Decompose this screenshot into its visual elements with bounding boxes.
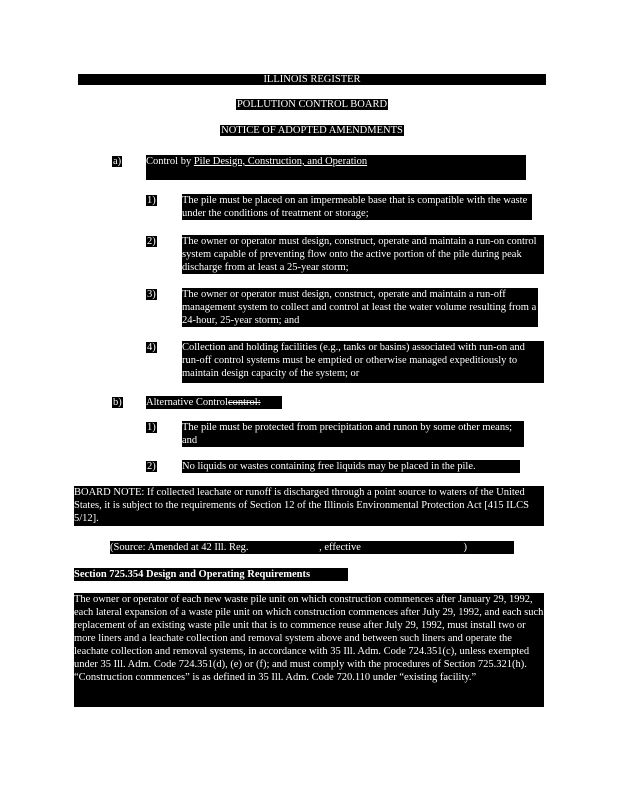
section-heading: Section 725.354 Design and Operating Requirements [74, 568, 348, 581]
notice-title-line [78, 125, 546, 136]
a-item-4-text: Collection and holding facilities (e.g., tanks or basins) associated with run-on and run-off control systems must be emptied or otherwise managed expeditiously to maintain design capacity of the system; or [182, 341, 544, 383]
b-item-2-text: No liquids or wastes containing free liquids may be placed in the pile. [182, 460, 520, 473]
b-item-1-num: 1) [147, 422, 156, 433]
notice-title: NOTICE OF ADOPTED AMENDMENTS [221, 125, 403, 136]
register-header [78, 74, 546, 85]
b-item-1-text: The pile must be protected from precipitation and runon by some other means; and [182, 421, 524, 447]
a-item-2-text: The owner or operator must design, construct, operate and maintain a run-on control system capable of preventing flow onto the active portion of the pile during peak discharge from at least a 25-year storm; [182, 235, 544, 274]
a-item-2-num: 2) [147, 236, 156, 247]
a-item-3-num: 3) [147, 289, 156, 300]
a-item-4-num: 4) [147, 342, 156, 353]
redacted-issue [251, 543, 319, 553]
a-item-3-text: The owner or operator must design, construct, operate and maintain a run-off management system to collect and control at least the water volume resulting from a 24-hour, 25-year storm; and [182, 289, 537, 326]
section-b-label: b) [113, 397, 122, 408]
board-note: BOARD NOTE: If collected leachate or runoff is discharged through a point source to waters of the United States, it is subject to the requirements of Section 12 of the Illinois Environmental Protection Act [415 ILCS 5/12]. [74, 486, 544, 526]
redacted-date [364, 543, 464, 553]
a-item-1-text: The pile must be placed on an impermeable base that is compatible with the waste under the conditions of treatment or storage; [182, 194, 532, 220]
section-b-title: Alternative Controlcontrol: [146, 396, 282, 409]
board-title: POLLUTION CONTROL BOARD [236, 99, 388, 110]
section-a-title: Control by Pile Design, Construction, and Operation [146, 155, 526, 180]
board-title-line [78, 99, 546, 110]
section-a-label: a) [113, 156, 122, 167]
section-body: The owner or operator of each new waste pile unit on which construction commences after January 29, 1992, each lateral expansion of a waste pile unit on which construction commences after July 29, 1992, and each such replacement of an existing waste pile unit that is to commence reuse after July 29, 1992, must install two or more liners and a leachate collection and removal system above and between such liners and operate the leachate collection and removal systems, in accordance with 35 Ill. Adm. Code 724.351(c), unless exempted under 35 Ill. Adm. Code 724.351(d), (e) or (f); and must comply with the procedures of Section 725.321(h). “Construction commences” is as defined in 35 Ill. Adm. Code 720.110 under “existing facility.” [74, 593, 544, 707]
a-item-1-num: 1) [147, 195, 156, 206]
b-item-2-num: 2) [147, 461, 156, 472]
register-title: ILLINOIS REGISTER [263, 74, 361, 85]
source-line: (Source: Amended at 42 Ill. Reg. , effective ) [110, 541, 514, 554]
